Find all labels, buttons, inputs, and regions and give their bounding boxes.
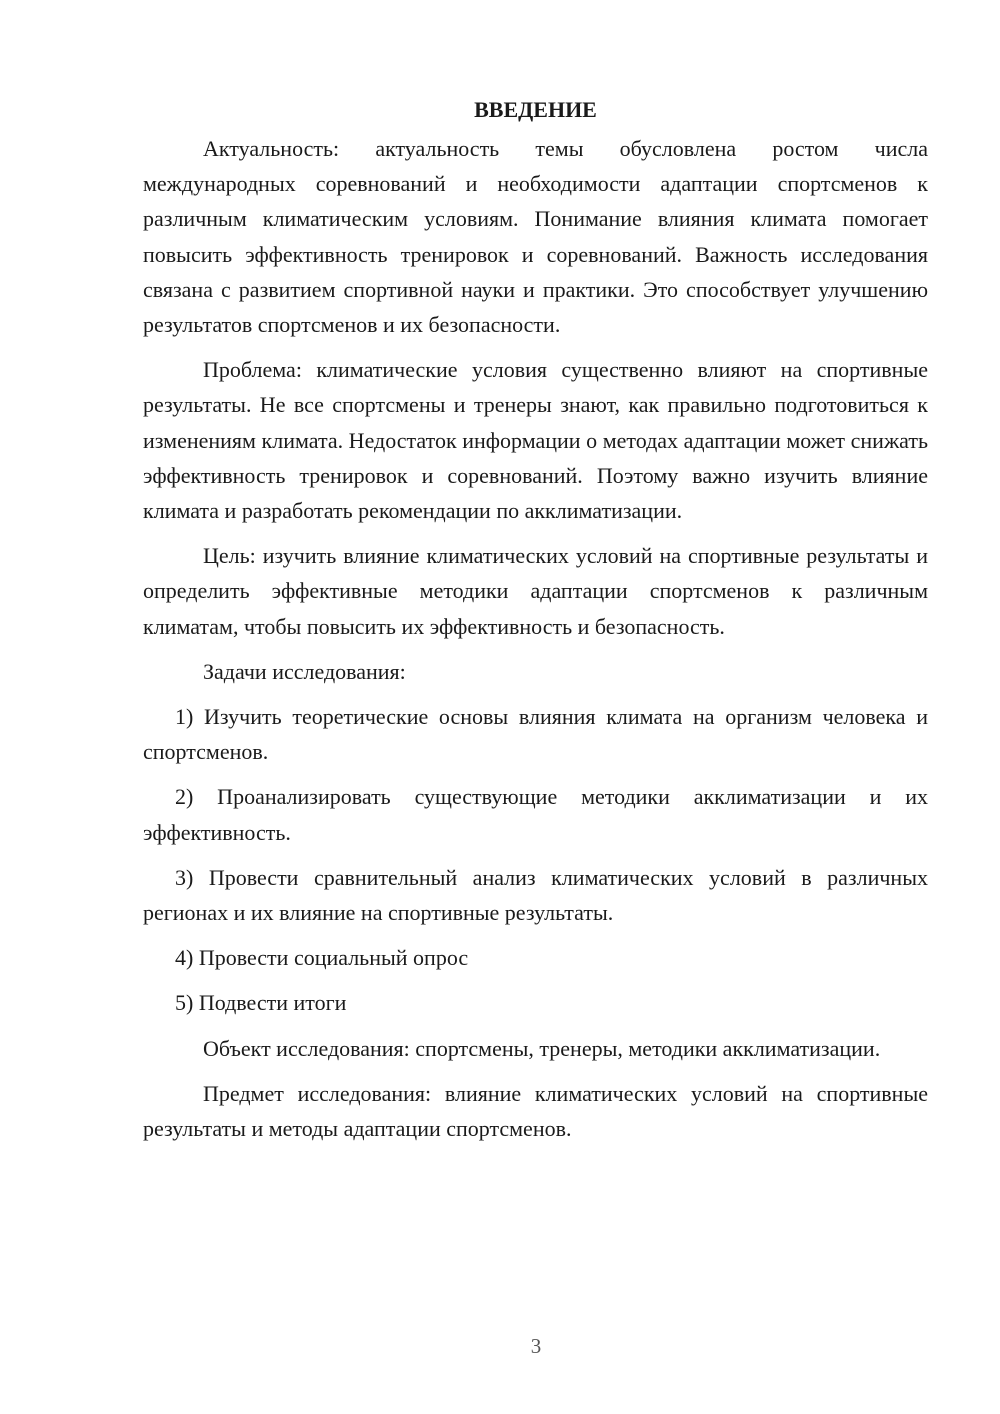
paragraph-relevance: Актуальность: актуальность темы обусловлена ростом числа международных соревнований и необходимости адаптации спортсменов к различным климатическим условиям. Понимание влияния климата помогает повысить эффективность тренировок и соревнований. Важность исследования связана с развитием спортивной науки и практики. Это способствует улучшению результатов спортсменов и их безопасности. bbox=[143, 136, 928, 338]
paragraph-problem: Проблема: климатические условия существенно влияют на спортивные результаты. Не все спортсмены и тренеры знают, как правильно подготовиться к изменениям климата. Недостаток информации о методах адаптации может снижать эффективность тренировок и соревнований. Поэтому важно изучить влияние климата и разработать рекомендации по акклиматизации. bbox=[143, 357, 928, 524]
task-item: 5) Подвести итоги bbox=[175, 990, 347, 1016]
paragraph-object: Объект исследования: спортсмены, тренеры, методики акклиматизации. bbox=[203, 1035, 881, 1061]
document-body bbox=[143, 92, 928, 1156]
task-item: 2) Проанализировать существующие методики акклиматизации и их эффективность. bbox=[143, 784, 928, 845]
task-item: 1) Изучить теоретические основы влияния климата на организм человека и спортсменов. bbox=[143, 704, 928, 765]
page-number: 3 bbox=[530, 1334, 542, 1358]
section-title: ВВЕДЕНИЕ bbox=[474, 97, 597, 122]
task-item: 4) Провести социальный опрос bbox=[175, 945, 469, 971]
paragraph-subject: Предмет исследования: влияние климатических условий на спортивные результаты и методы адаптации спортсменов. bbox=[143, 1080, 928, 1142]
tasks-heading: Задачи исследования: bbox=[203, 658, 406, 684]
task-item: 3) Провести сравнительный анализ климатических условий в различных регионах и их влияние на спортивные результаты. bbox=[143, 864, 928, 926]
paragraph-goal: Цель: изучить влияние климатических условий на спортивные результаты и определить эффективные методики адаптации спортсменов к различным климатам, чтобы повысить их эффективность и безопасность. bbox=[143, 543, 928, 639]
